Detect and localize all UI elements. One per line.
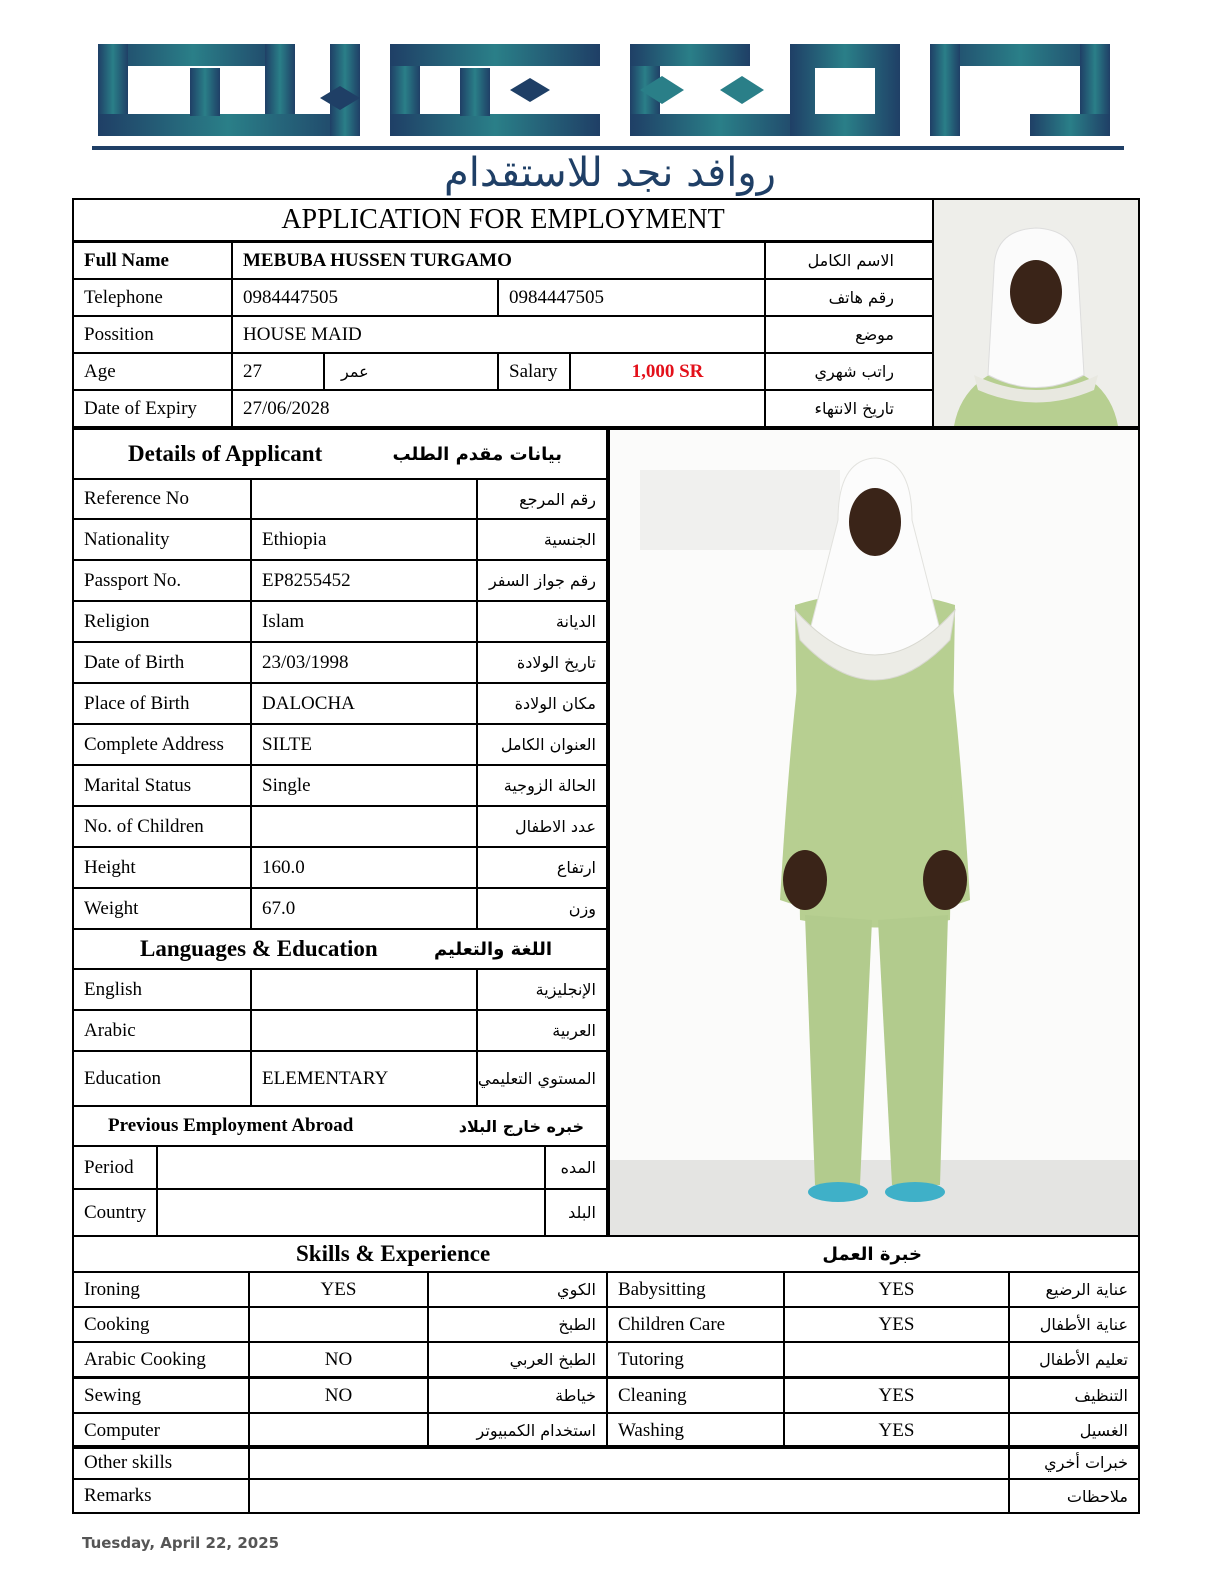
detail-row-ar: وزن bbox=[476, 887, 608, 930]
lang-row-label: Education bbox=[72, 1050, 252, 1107]
detail-row-value: EP8255452 bbox=[250, 559, 478, 602]
detail-row-label: Complete Address bbox=[72, 723, 252, 766]
lang-row-value bbox=[250, 1009, 478, 1052]
skill-label: Cooking bbox=[72, 1306, 250, 1343]
age-label-ar: عمر bbox=[323, 352, 499, 391]
detail-row-ar: مكان الولادة bbox=[476, 682, 608, 725]
position-value: HOUSE MAID bbox=[231, 315, 766, 354]
skill-value: NO bbox=[248, 1341, 429, 1378]
previous-row-value bbox=[156, 1188, 546, 1237]
skill-label-ar: عناية الأطفال bbox=[1008, 1306, 1140, 1343]
other-skills-label: Other skills bbox=[72, 1445, 250, 1480]
detail-row-label: Weight bbox=[72, 887, 252, 930]
company-name-arabic: روافد نجد للاستقدام bbox=[444, 150, 776, 196]
lang-row-label: Arabic bbox=[72, 1009, 252, 1052]
previous-heading-ar: خبره خارج البلاد bbox=[458, 1116, 584, 1136]
lang-row-ar: المستوي التعليمي bbox=[476, 1050, 608, 1107]
skill-label: Washing bbox=[606, 1412, 785, 1449]
applicant-portrait-photo bbox=[932, 198, 1140, 428]
detail-row-ar: تاريخ الولادة bbox=[476, 641, 608, 684]
detail-row-ar: رقم جواز السفر bbox=[476, 559, 608, 602]
previous-row-ar: البلد bbox=[544, 1188, 608, 1237]
detail-row-value bbox=[250, 478, 478, 520]
footer-date: Tuesday, April 22, 2025 bbox=[82, 1534, 280, 1552]
position-label: Possition bbox=[72, 315, 233, 354]
skill-label: Babysitting bbox=[606, 1271, 785, 1308]
expiry-value: 27/06/2028 bbox=[231, 389, 766, 428]
skill-label-ar: عناية الرضيع bbox=[1008, 1271, 1140, 1308]
previous-heading bbox=[72, 1105, 608, 1147]
detail-row-ar: الديانة bbox=[476, 600, 608, 643]
remarks-value bbox=[248, 1478, 1010, 1514]
salary-label-ar: راتب شهري bbox=[764, 352, 934, 391]
details-heading bbox=[72, 428, 608, 480]
detail-row-label: No. of Children bbox=[72, 805, 252, 848]
skill-label: Tutoring bbox=[606, 1341, 785, 1378]
languages-heading bbox=[72, 928, 608, 970]
lang-row-ar: الإنجليزية bbox=[476, 968, 608, 1011]
skill-value: YES bbox=[783, 1377, 1010, 1414]
age-value: 27 bbox=[231, 352, 325, 391]
skill-value: YES bbox=[783, 1271, 1010, 1308]
expiry-label-ar: تاريخ الانتهاء bbox=[764, 389, 934, 428]
skills-heading bbox=[72, 1235, 1140, 1273]
previous-row-ar: المده bbox=[544, 1145, 608, 1190]
languages-heading-en: Languages & Education bbox=[140, 936, 378, 961]
lang-row-value: ELEMENTARY bbox=[250, 1050, 478, 1107]
skill-value: NO bbox=[248, 1377, 429, 1414]
detail-row-value: 23/03/1998 bbox=[250, 641, 478, 684]
expiry-label: Date of Expiry bbox=[72, 389, 233, 428]
telephone-label-ar: رقم هاتف bbox=[764, 278, 934, 317]
detail-row-value: 160.0 bbox=[250, 846, 478, 889]
other-skills-value bbox=[248, 1445, 1010, 1480]
detail-row-label: Passport No. bbox=[72, 559, 252, 602]
skill-label-ar: تعليم الأطفال bbox=[1008, 1341, 1140, 1378]
remarks-label: Remarks bbox=[72, 1478, 250, 1514]
other-skills-ar: خبرات أخري bbox=[1008, 1445, 1140, 1480]
previous-row-label: Country bbox=[72, 1188, 158, 1237]
details-heading-en: Details of Applicant bbox=[128, 441, 323, 466]
skill-value bbox=[248, 1306, 429, 1343]
full-name-value: MEBUBA HUSSEN TURGAMO bbox=[231, 241, 766, 280]
detail-row-ar: عدد الاطفال bbox=[476, 805, 608, 848]
skill-value bbox=[248, 1412, 429, 1449]
detail-row-label: Reference No bbox=[72, 478, 252, 520]
position-label-ar: موضع bbox=[764, 315, 934, 354]
detail-row-value: Single bbox=[250, 764, 478, 807]
telephone-value-2: 0984447505 bbox=[497, 278, 766, 317]
lang-row-label: English bbox=[72, 968, 252, 1011]
detail-row-ar: ارتفاع bbox=[476, 846, 608, 889]
skill-label: Computer bbox=[72, 1412, 250, 1449]
skill-label-ar: استخدام الكمبيوتر bbox=[427, 1412, 608, 1449]
previous-row-label: Period bbox=[72, 1145, 158, 1190]
detail-row-ar: رقم المرجع bbox=[476, 478, 608, 520]
form-title: APPLICATION FOR EMPLOYMENT bbox=[72, 198, 934, 242]
detail-row-value: Islam bbox=[250, 600, 478, 643]
skills-heading-ar: خبرة العمل bbox=[822, 1243, 922, 1265]
lang-row-value bbox=[250, 968, 478, 1011]
skill-value: YES bbox=[248, 1271, 429, 1308]
age-label: Age bbox=[72, 352, 233, 391]
skill-value: YES bbox=[783, 1412, 1010, 1449]
skill-value: YES bbox=[783, 1306, 1010, 1343]
detail-row-label: Marital Status bbox=[72, 764, 252, 807]
skill-label: Cleaning bbox=[606, 1377, 785, 1414]
detail-row-ar: العنوان الكامل bbox=[476, 723, 608, 766]
detail-row-value: Ethiopia bbox=[250, 518, 478, 561]
previous-heading-en: Previous Employment Abroad bbox=[108, 1115, 354, 1136]
detail-row-label: Date of Birth bbox=[72, 641, 252, 684]
skill-label-ar: الغسيل bbox=[1008, 1412, 1140, 1449]
previous-row-value bbox=[156, 1145, 546, 1190]
detail-row-ar: الحالة الزوجية bbox=[476, 764, 608, 807]
skill-label-ar: الطبخ bbox=[427, 1306, 608, 1343]
skill-label-ar: التنظيف bbox=[1008, 1377, 1140, 1414]
details-heading-ar: بيانات مقدم الطلب bbox=[392, 443, 562, 465]
telephone-value-1: 0984447505 bbox=[231, 278, 499, 317]
applicant-full-body-photo bbox=[608, 428, 1140, 1237]
skills-heading-en: Skills & Experience bbox=[296, 1241, 491, 1266]
detail-row-value: 67.0 bbox=[250, 887, 478, 930]
lang-row-ar: العربية bbox=[476, 1009, 608, 1052]
salary-value: 1,000 SR bbox=[569, 352, 766, 391]
skill-label-ar: الطبخ العربي bbox=[427, 1341, 608, 1378]
detail-row-ar: الجنسية bbox=[476, 518, 608, 561]
detail-row-value: SILTE bbox=[250, 723, 478, 766]
skill-value bbox=[783, 1341, 1010, 1378]
languages-heading-ar: اللغة والتعليم bbox=[433, 938, 552, 960]
detail-row-value bbox=[250, 805, 478, 848]
company-logo bbox=[70, 38, 1154, 198]
detail-row-value: DALOCHA bbox=[250, 682, 478, 725]
detail-row-label: Religion bbox=[72, 600, 252, 643]
detail-row-label: Place of Birth bbox=[72, 682, 252, 725]
skill-label-ar: الكوي bbox=[427, 1271, 608, 1308]
remarks-ar: ملاحظات bbox=[1008, 1478, 1140, 1514]
skill-label: Ironing bbox=[72, 1271, 250, 1308]
telephone-label: Telephone bbox=[72, 278, 233, 317]
skill-label-ar: خياطة bbox=[427, 1377, 608, 1414]
salary-label: Salary bbox=[497, 352, 571, 391]
skill-label: Sewing bbox=[72, 1377, 250, 1414]
skill-label: Arabic Cooking bbox=[72, 1341, 250, 1378]
detail-row-label: Height bbox=[72, 846, 252, 889]
full-name-label-ar: الاسم الكامل bbox=[764, 241, 934, 280]
full-name-label: Full Name bbox=[72, 241, 233, 280]
detail-row-label: Nationality bbox=[72, 518, 252, 561]
skill-label: Children Care bbox=[606, 1306, 785, 1343]
